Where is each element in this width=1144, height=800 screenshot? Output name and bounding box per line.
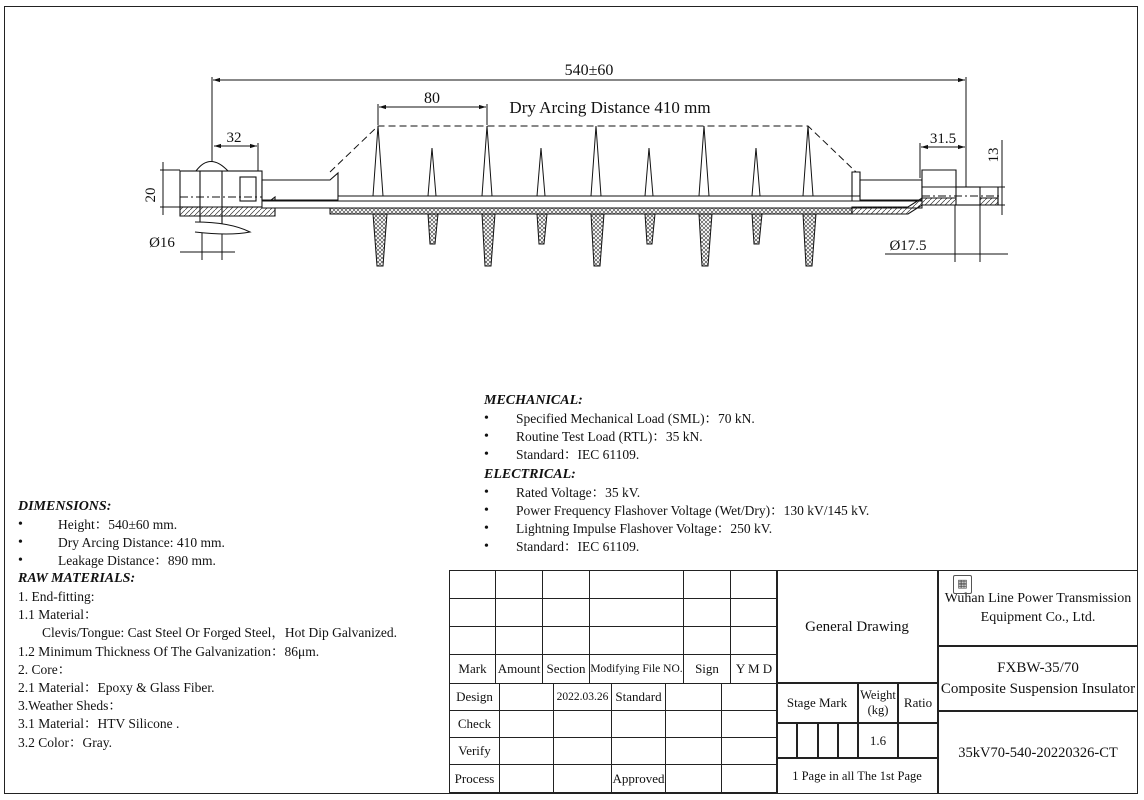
mechanical-item: • Standard：IEC 61109. [484, 446, 869, 464]
header-ymd: Y M D [731, 655, 778, 684]
dim-right-height: 13 [986, 147, 1002, 163]
core-rod [262, 196, 922, 214]
spec-block [484, 392, 869, 556]
dim-shed-spacing: 80 [424, 90, 440, 107]
header-amount: Amount [496, 655, 543, 684]
mechanical-list [484, 410, 869, 464]
electrical-item: • Power Frequency Flashover Voltage (Wet/Dry)：130 kV/145 kV. [484, 502, 869, 520]
approved-label: Approved [612, 765, 666, 793]
dimensions-block [18, 498, 397, 752]
electrical-heading: ELECTRICAL: [484, 467, 576, 482]
header-section: Section [543, 655, 590, 684]
standard-label: Standard [612, 684, 666, 711]
dimensions-list [18, 516, 397, 570]
electrical-item: • Lightning Impulse Flashover Voltage：250 kV. [484, 520, 869, 538]
raw-line: 2. Core： [18, 661, 72, 677]
mechanical-heading: MECHANICAL: [484, 393, 583, 408]
company-cell [938, 570, 1138, 646]
dimensions-item: • Dry Arcing Distance: 410 mm. [18, 534, 397, 552]
dimensions-item: • Leakage Distance：890 mm. [18, 552, 397, 570]
raw-line: 3.2 Color：Gray. [18, 734, 112, 750]
electrical-list [484, 484, 869, 556]
general-drawing: General Drawing [776, 570, 938, 683]
mechanical-item: • Specified Mechanical Load (SML)：70 kN. [484, 410, 869, 428]
approval-table [449, 683, 778, 793]
weight-label: Weight (kg) [858, 683, 898, 723]
ratio-label: Ratio [898, 683, 938, 723]
dim-right-diameter: Ø17.5 [889, 238, 927, 254]
design-date: 2022.03.26 [554, 684, 612, 711]
raw-line: 1. End-fitting: [18, 589, 95, 604]
right-end-fitting [852, 170, 1000, 214]
page-info: 1 Page in all The 1st Page [776, 758, 938, 794]
product-code: FXBW-35/70 [997, 659, 1079, 676]
stage-mark: Stage Mark [776, 683, 858, 723]
left-end-fitting [180, 162, 338, 235]
product-cell [938, 646, 1138, 711]
raw-line: 2.1 Material：Epoxy & Glass Fiber. [18, 680, 215, 696]
dim-left-diameter: Ø16 [149, 235, 175, 251]
product-name: Composite Suspension Insulator [940, 680, 1136, 697]
raw-materials-heading: RAW MATERIALS: [18, 571, 136, 586]
company-name: Wuhan Line Power Transmission Equipment Co., Ltd. [944, 591, 1132, 625]
raw-line: 1.1 Material： [18, 607, 98, 623]
revision-table [449, 570, 778, 684]
dim-left-height: 20 [143, 187, 159, 203]
company-logo-icon: ▦ [953, 575, 972, 594]
weight-value: 1.6 [858, 723, 898, 758]
header-sign: Sign [684, 655, 731, 684]
header-modifying-file: Modifying File NO. [590, 655, 684, 684]
raw-line: 1.2 Minimum Thickness Of The Galvanization：86μm. [18, 643, 320, 659]
electrical-item: • Standard：IEC 61109. [484, 538, 869, 556]
dim-overall: 540±60 [564, 62, 614, 79]
verify-label: Verify [450, 738, 500, 765]
title-block [776, 570, 1138, 794]
drawing-number: 35kV70-540-20220326-CT [938, 711, 1138, 794]
dim-right-width: 31.5 [929, 131, 957, 147]
check-label: Check [450, 711, 500, 738]
dim-left-width: 32 [226, 130, 242, 146]
raw-line: Clevis/Tongue: Cast Steel Or Forged Steel，Hot Dip Galvanized. [42, 625, 398, 641]
design-label: Design [450, 684, 500, 711]
process-label: Process [450, 765, 500, 793]
header-mark: Mark [450, 655, 496, 684]
electrical-item: • Rated Voltage：35 kV. [484, 484, 869, 502]
dimensions-heading: DIMENSIONS: [18, 499, 112, 514]
mechanical-item: • Routine Test Load (RTL)：35 kN. [484, 428, 869, 446]
raw-line: 3.1 Material：HTV Silicone . [18, 716, 180, 732]
raw-line: 3.Weather Sheds： [18, 698, 122, 714]
dimensions-item: • Height：540±60 mm. [18, 516, 397, 534]
dry-arc-label: Dry Arcing Distance 410 mm [509, 98, 711, 117]
